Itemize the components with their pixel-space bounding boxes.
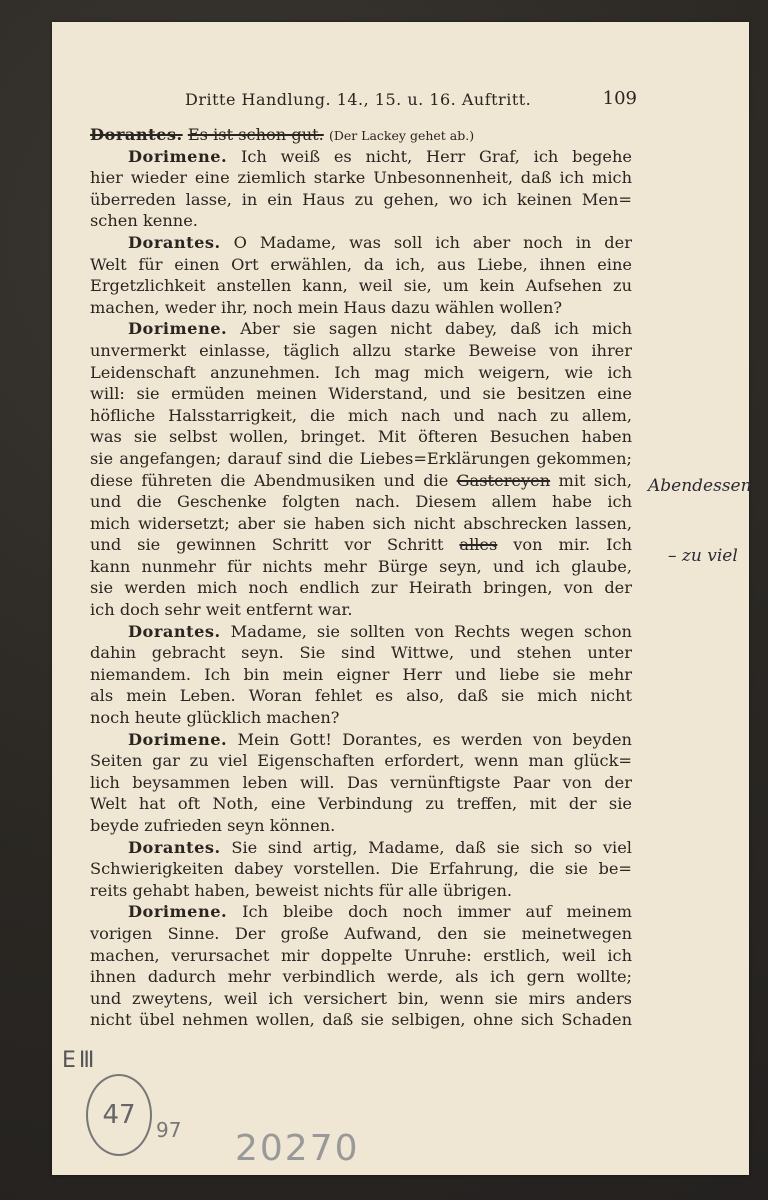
text-line: [90, 858, 632, 880]
line-text: Madame, sie sollten von Rechts wegen schon: [230, 621, 632, 641]
line-text: machen, weder ihr, noch mein Haus dazu wählen wollen?: [90, 297, 563, 317]
text-line: [90, 426, 632, 448]
line-text: mit sich,: [558, 470, 632, 490]
text-line: [90, 621, 632, 643]
line-text: Ich bleibe doch noch immer auf meinem: [242, 902, 632, 922]
text-line: [90, 340, 632, 362]
margin-note-1: Abendessen: [648, 476, 752, 496]
text-line: [90, 275, 632, 297]
line-text: überreden lasse, in ein Haus zu gehen, wo ich keinen Men=: [90, 189, 632, 209]
text-line: [90, 210, 632, 232]
text-line: [90, 750, 632, 772]
text-line: [90, 793, 632, 815]
text-line: [90, 815, 632, 837]
body-text: [90, 124, 632, 1031]
line-text: unvermerkt einlasse, täglich allzu starke Beweise von ihrer: [90, 340, 632, 360]
speaker-name: Dorantes.: [128, 232, 221, 252]
line-text: Sie sind artig, Madame, daß sie sich so viel: [231, 837, 632, 857]
line-text: ich doch sehr weit entfernt war.: [90, 600, 353, 620]
text-line: [90, 664, 632, 686]
text-line: [90, 405, 632, 427]
text-line: [90, 945, 632, 967]
page-header: [185, 88, 637, 114]
line-text: als mein Leben. Woran fehlet es also, daß sie mich nicht: [90, 686, 632, 706]
line-text: schen kenne.: [90, 211, 198, 231]
text-line: [90, 513, 632, 535]
line-text: Schwierigkeiten dabey vorstellen. Die Erfahrung, die sie be=: [90, 859, 632, 879]
text-line: [90, 1009, 632, 1031]
text-line: [90, 448, 632, 470]
text-line: [90, 146, 632, 168]
line-text: will: sie ermüden meinen Widerstand, und sie besitzen eine: [90, 384, 632, 404]
text-line: [90, 642, 632, 664]
page-number: 109: [602, 88, 637, 109]
margin-note-2: – zu viel: [668, 546, 738, 566]
line-text: und sie gewinnen Schritt vor Schritt: [90, 535, 444, 555]
line-text: nicht übel nehmen wollen, daß sie selbigen, ohne sich Schaden: [90, 1010, 632, 1030]
line-text: machen, verursachet mir doppelte Unruhe: erstlich, weil ich: [90, 945, 632, 965]
text-line: [90, 318, 632, 340]
line-text: sie angefangen; darauf sind die Liebes=Erklärungen gekommen;: [90, 448, 632, 468]
speaker-name: Dorimene.: [128, 146, 228, 166]
text-line: [90, 988, 632, 1010]
line-text: kann nunmehr für nichts mehr Bürge seyn, und ich glaube,: [90, 556, 632, 576]
line-text: ihnen dadurch mehr verbindlich werde, als ich gern wollte;: [90, 967, 632, 987]
text-line: [90, 772, 632, 794]
text-line: [90, 707, 632, 729]
speaker-name: Dorantes.: [128, 621, 221, 641]
line-text: Ich weiß es nicht, Herr Graf, ich begehe: [240, 146, 632, 166]
line-text: lich beysammen leben will. Das vernünftigste Paar von der: [90, 772, 632, 792]
stage-direction: (Der Lackey gehet ab.): [328, 128, 475, 143]
archive-mark-small: 97: [156, 1118, 182, 1142]
line-text: Aber sie sagen nicht dabey, daß ich mich: [240, 319, 632, 339]
struck-word: alles: [459, 535, 498, 555]
text-line: [90, 470, 632, 492]
archive-mark-circled: 47: [86, 1074, 152, 1156]
line-text: und zweytens, weil ich versichert bin, wenn sie mirs anders: [90, 988, 632, 1008]
text-line: [90, 837, 632, 859]
line-text: reits gehabt haben, beweist nichts für alle übrigen.: [90, 880, 513, 900]
struck-word: Gastereyen: [456, 470, 551, 490]
line-text: Ergetzlichkeit anstellen kann, weil sie, um kein Aufsehen zu: [90, 276, 632, 296]
text-line: [90, 254, 632, 276]
line-text: hier wieder eine ziemlich starke Unbesonnenheit, daß ich mich: [90, 168, 632, 188]
line-text: sie werden mich noch endlich zur Heirath bringen, von der: [90, 578, 632, 598]
archive-inventory-number: 20270: [235, 1128, 360, 1169]
archive-mark-roman: E III: [62, 1048, 93, 1073]
line-text: Welt für einen Ort erwählen, da ich, aus Liebe, ihnen eine: [90, 254, 632, 274]
line-text: beyde zufrieden seyn können.: [90, 816, 336, 835]
text-line: [90, 599, 632, 621]
text-line: [90, 685, 632, 707]
text-line: [90, 297, 632, 319]
speaker-name: Dorimene.: [128, 902, 228, 922]
line-text: mich widersetzt; aber sie haben sich nicht abschrecken lassen,: [90, 513, 632, 533]
line-text: höfliche Halsstarrigkeit, die mich nach und nach zu allem,: [90, 405, 632, 425]
text-line: [90, 491, 632, 513]
line-text: niemandem. Ich bin mein eigner Herr und liebe sie mehr: [90, 664, 632, 684]
line-text: noch heute glücklich machen?: [90, 708, 340, 728]
text-line: [90, 362, 632, 384]
speaker-name: Dorimene.: [128, 729, 228, 749]
text-line: [90, 383, 632, 405]
speaker-name: Dorantes.: [128, 837, 221, 857]
line-text: diese führeten die Abendmusiken und die: [90, 470, 449, 490]
header-title: Dritte Handlung. 14., 15. u. 16. Auftritt.: [185, 90, 532, 109]
text-line: [90, 189, 632, 211]
text-line: [90, 923, 632, 945]
line-text: Leidenschaft anzunehmen. Ich mag mich weigern, wie ich: [90, 362, 632, 382]
text-line: [90, 534, 632, 556]
line-text: Es ist schon gut.: [187, 125, 324, 144]
text-line: [90, 232, 632, 254]
text-line: [90, 901, 632, 923]
text-line: [90, 167, 632, 189]
text-line: [90, 729, 632, 751]
line-text: vorigen Sinne. Der große Aufwand, den sie meinetwegen: [90, 923, 632, 943]
line-text: Seiten gar zu viel Eigenschaften erfordert, wenn man glück=: [90, 751, 632, 771]
line-text: was sie selbst wollen, bringet. Mit öfteren Besuchen haben: [90, 427, 632, 447]
line-text: O Madame, was soll ich aber noch in der: [233, 232, 632, 252]
text-line: [90, 880, 632, 902]
speaker-name: Dorantes.: [90, 125, 183, 144]
line-text: dahin gebracht seyn. Sie sind Wittwe, und stehen unter: [90, 643, 632, 663]
speaker-name: Dorimene.: [128, 319, 228, 339]
line-text: von mir. Ich: [513, 535, 632, 555]
line-text: Mein Gott! Dorantes, es werden von beyden: [237, 729, 632, 749]
line-text: und die Geschenke folgten nach. Diesem allem habe ich: [90, 492, 632, 512]
text-line: [90, 556, 632, 578]
text-line: [90, 124, 632, 146]
text-line: [90, 577, 632, 599]
text-line: [90, 966, 632, 988]
line-text: Welt hat oft Noth, eine Verbindung zu treffen, mit der sie: [90, 794, 632, 814]
